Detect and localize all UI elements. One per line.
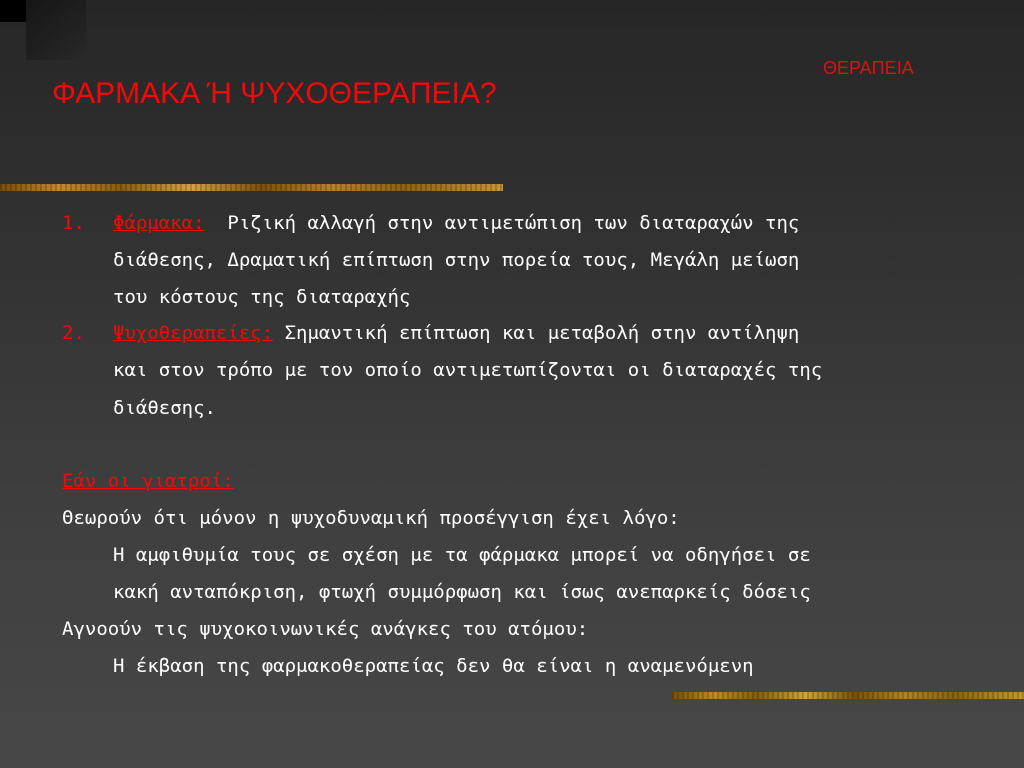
section-tag: ΘΕΡΑΠΕΙΑ [823, 58, 914, 78]
doctors-subpoint: κακή ανταπόκριση, φτωχή συμμόρφωση και ίσως ανεπαρκείς δόσεις [113, 581, 811, 603]
list-item-first-line [113, 214, 799, 233]
list-heading: Φάρμακα: [113, 212, 205, 234]
doctors-point: Αγνοούν τις ψυχοκοινωνικές ανάγκες του ατόμου: [62, 618, 589, 640]
list-text: Ριζική αλλαγή στην αντιμετώπιση των διαταραχών της [227, 212, 800, 234]
list-text: διάθεσης. [113, 397, 216, 419]
list-text: του κόστους της διαταραχής [113, 286, 411, 308]
list-number: 2. [62, 322, 85, 344]
corner-shadow [26, 0, 86, 60]
doctors-heading: Εάν οι γιατροί: [62, 470, 234, 492]
list-text-spacer [273, 322, 284, 344]
doctors-point: Θεωρούν ότι μόνον η ψυχοδυναμική προσέγγιση έχει λόγο: [62, 507, 680, 529]
list-text: Σημαντική επίπτωση και μεταβολή στην αντίληψη [284, 322, 800, 344]
bottom-divider [672, 692, 1024, 699]
list-text-spacer [205, 212, 228, 234]
top-divider [0, 184, 503, 191]
doctors-subpoint: Η αμφιθυμία τους σε σχέση με τα φάρμακα μπορεί να οδηγήσει σε [113, 544, 811, 566]
doctors-subpoint: Η έκβαση της φαρμακοθεραπείας δεν θα είναι η αναμενόμενη [113, 655, 754, 677]
list-text: και στον τρόπο με τον οποίο αντιμετωπίζονται οι διαταραχές της [113, 359, 823, 381]
list-text: διάθεσης, Δραματική επίπτωση στην πορεία τους, Μεγάλη μείωση [113, 249, 800, 271]
list-item-first-line [113, 324, 799, 343]
slide-title: ΦΑΡΜΑΚΑ Ή ΨΥΧΟΘΕΡΑΠΕΙΑ? [52, 77, 497, 110]
corner-decoration [0, 0, 26, 22]
list-heading: Ψυχοθεραπείες: [113, 322, 274, 344]
list-number: 1. [62, 212, 85, 234]
